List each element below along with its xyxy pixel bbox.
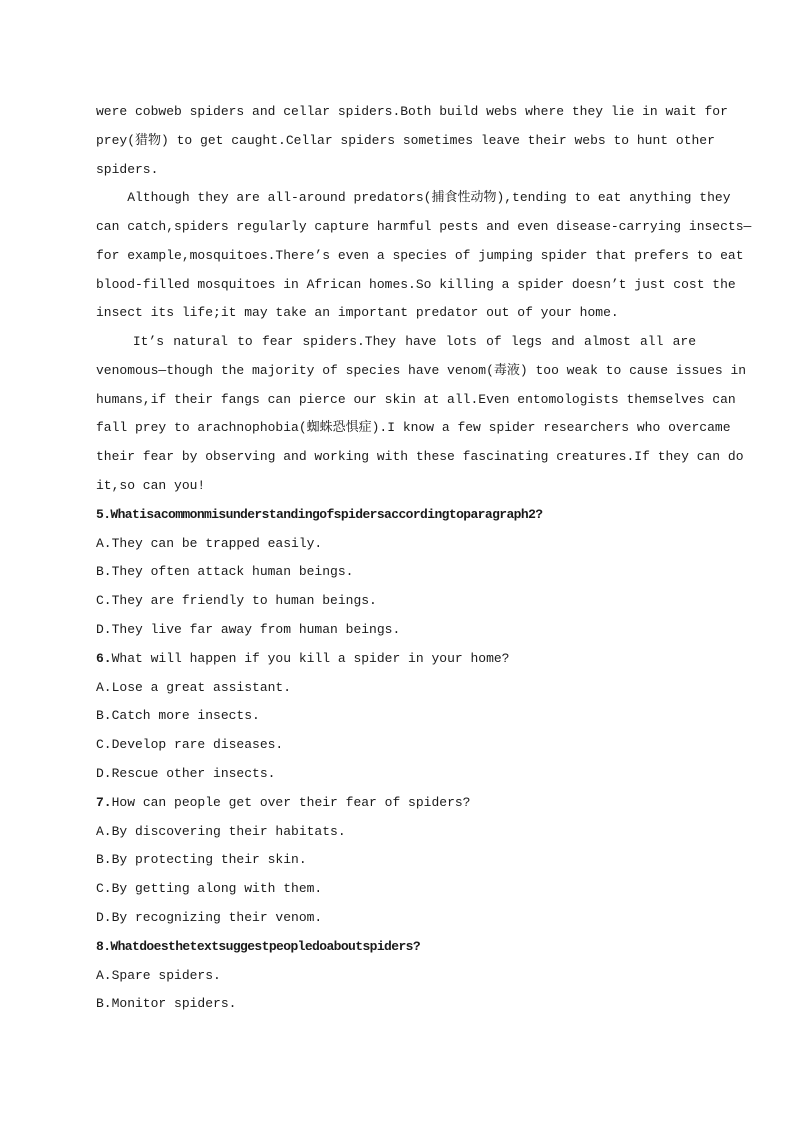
question-number: 5. — [96, 507, 111, 522]
passage-line: were cobweb spiders and cellar spiders.Both build webs where they lie in wait for — [96, 104, 728, 119]
passage-line: Although they are all-around predators(捕食性动物),tending to eat anything they — [96, 190, 731, 205]
passage-line: for example,mosquitoes.There’s even a species of jumping spider that prefers to eat — [96, 248, 744, 263]
passage-line: can catch,spiders regularly capture harmful pests and even disease-carrying insects— — [96, 219, 752, 234]
option-a: A.By discovering their habitats. — [96, 824, 346, 839]
question-8-stem — [96, 939, 696, 955]
question-text: What will happen if you kill a spider in your home? — [111, 651, 510, 666]
option-a: A.Lose a great assistant. — [96, 680, 292, 695]
option-a: A.Spare spiders. — [96, 968, 221, 983]
question-text: Whatisacommonmisunderstandingofspidersaccordingtoparagraph2? — [110, 507, 543, 522]
option-d: D.Rescue other insects. — [96, 766, 276, 781]
question-number: 7. — [96, 795, 112, 810]
option-a: A.They can be trapped easily. — [96, 536, 323, 551]
passage-line: blood-filled mosquitoes in African homes.So killing a spider doesn’t just cost the — [96, 277, 736, 292]
option-c: C.They are friendly to human beings. — [96, 593, 377, 608]
passage-line: it,so can you! — [96, 478, 206, 493]
passage-line: insect its life;it may take an important predator out of your home. — [96, 305, 619, 320]
passage-line: It’s natural to fear spiders.They have lots of legs and almost all are — [96, 334, 696, 349]
option-b: B.They often attack human beings. — [96, 564, 354, 579]
passage-line: spiders. — [96, 162, 159, 177]
passage-line: their fear by observing and working with these fascinating creatures.If they can do — [96, 449, 744, 464]
question-7-stem — [96, 795, 696, 811]
option-b: B.Catch more insects. — [96, 708, 260, 723]
option-d: D.By recognizing their venom. — [96, 910, 323, 925]
question-6-stem — [96, 651, 696, 667]
passage-line: venomous—though the majority of species have venom(毒液) too weak to cause issues in — [96, 363, 747, 378]
question-number: 6. — [96, 651, 112, 666]
option-b: B.Monitor spiders. — [96, 996, 237, 1011]
question-text: How can people get over their fear of spiders? — [111, 795, 471, 810]
passage-line: fall prey to arachnophobia(蜘蛛恐惧症).I know a few spider researchers who overcame — [96, 420, 731, 435]
passage-line: humans,if their fangs can pierce our skin at all.Even entomologists themselves can — [96, 392, 736, 407]
passage-line: prey(猎物) to get caught.Cellar spiders sometimes leave their webs to hunt other — [96, 133, 715, 148]
option-d: D.They live far away from human beings. — [96, 622, 401, 637]
option-c: C.By getting along with them. — [96, 881, 323, 896]
question-text: Whatdoesthetextsuggestpeopledoaboutspiders? — [110, 939, 421, 954]
question-5-stem — [96, 507, 696, 523]
option-b: B.By protecting their skin. — [96, 852, 307, 867]
option-c: C.Develop rare diseases. — [96, 737, 284, 752]
question-number: 8. — [96, 939, 111, 954]
